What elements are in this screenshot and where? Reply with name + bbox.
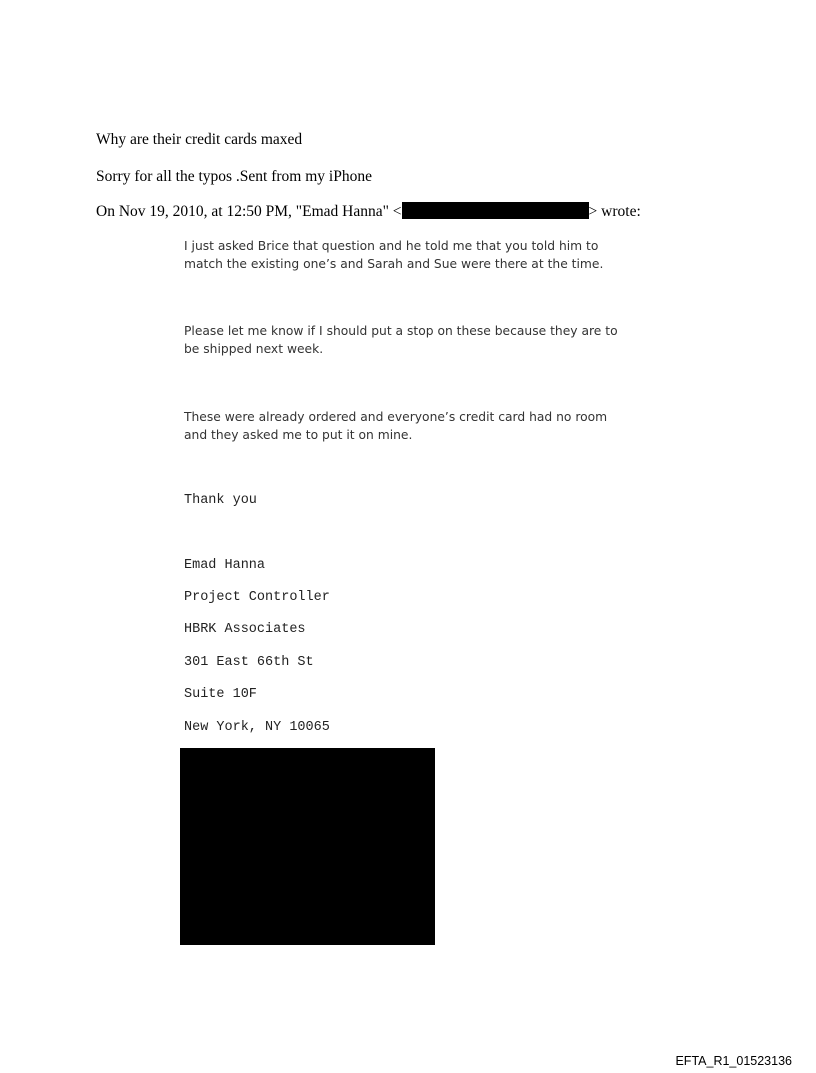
closing: Thank you: [184, 493, 257, 508]
redacted-email: [402, 202, 589, 219]
quote-header-suffix: > wrote:: [588, 203, 641, 220]
reply-line-1: Why are their credit cards maxed: [96, 131, 303, 148]
signature-street: 301 East 66th St: [184, 655, 314, 670]
signature-title: Project Controller: [184, 590, 330, 605]
document-id: EFTA_R1_01523136: [675, 1054, 792, 1068]
redacted-image-block: [180, 748, 435, 945]
quoted-paragraph-1: I just asked Brice that question and he told me that you told him to match the existing one’s and Sarah and Sue were there at the time.: [184, 239, 604, 271]
quoted-paragraph-2: Please let me know if I should put a stop on these because they are to be shipped next week.: [184, 324, 618, 356]
quoted-paragraph-3: These were already ordered and everyone’s credit card had no room and they asked me to put it on mine.: [184, 410, 608, 442]
quote-header-prefix: On Nov 19, 2010, at 12:50 PM, "Emad Hanna" <: [96, 203, 402, 220]
signature-name: Emad Hanna: [184, 558, 266, 573]
signature-suite: Suite 10F: [184, 687, 257, 702]
signature-city: New York, NY 10065: [184, 720, 330, 735]
signature-company: HBRK Associates: [184, 622, 306, 637]
quote-header: [96, 202, 641, 221]
reply-line-2: Sorry for all the typos .Sent from my iPhone: [96, 168, 372, 185]
